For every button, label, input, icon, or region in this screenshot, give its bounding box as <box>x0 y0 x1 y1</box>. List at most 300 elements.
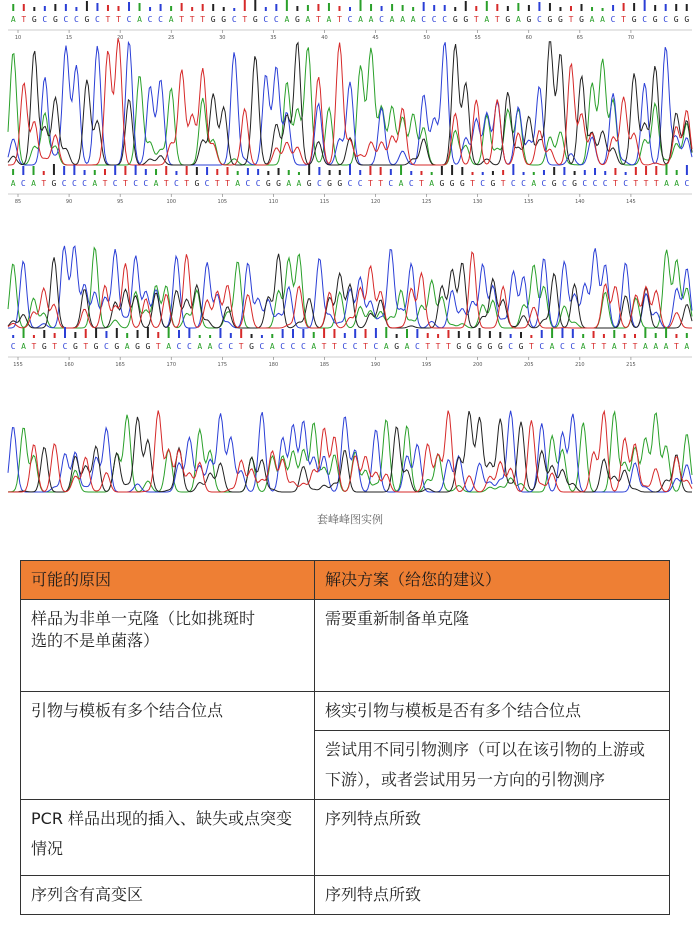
base-letter: T <box>116 15 121 24</box>
base-letter: C <box>539 342 545 351</box>
quality-bar <box>64 327 66 338</box>
quality-bar <box>612 5 614 11</box>
base-letter: C <box>176 342 182 351</box>
base-letter: C <box>521 179 526 188</box>
base-letter: T <box>105 15 111 24</box>
quality-bar <box>104 169 106 175</box>
quality-bar <box>603 334 605 338</box>
quality-bar <box>676 170 678 175</box>
quality-bar <box>634 334 636 338</box>
quality-bar <box>233 8 235 11</box>
base-letter: G <box>135 342 140 351</box>
ruler-label: 25 <box>168 35 175 41</box>
base-letter: T <box>621 15 627 24</box>
cause-cell: 引物与模板有多个结合位点 <box>21 692 315 800</box>
quality-bar <box>257 169 259 175</box>
quality-bar <box>582 334 584 338</box>
base-letter: G <box>551 179 557 188</box>
base-letter: T <box>52 342 58 351</box>
base-letter: G <box>547 15 553 24</box>
base-letter: C <box>352 342 358 351</box>
quality-bar <box>54 4 56 11</box>
base-letter: G <box>490 179 496 188</box>
base-letter: A <box>207 342 213 351</box>
quality-bar <box>157 332 159 338</box>
quality-bar <box>53 164 55 175</box>
quality-bar <box>33 335 35 338</box>
base-letter: A <box>611 342 617 351</box>
base-letter: C <box>541 179 547 188</box>
quality-bar <box>499 332 501 338</box>
ruler-label: 10 <box>14 35 22 41</box>
base-letter: T <box>155 342 161 351</box>
trace-a <box>8 47 692 165</box>
quality-bar <box>23 328 25 338</box>
quality-bar <box>686 333 688 338</box>
quality-bar <box>563 167 565 175</box>
base-letter: T <box>470 179 475 188</box>
base-letter: G <box>497 342 503 351</box>
quality-bar <box>124 166 126 175</box>
quality-bar <box>85 329 87 338</box>
base-letter: A <box>429 179 435 188</box>
base-letter: C <box>231 15 237 24</box>
base-letter: T <box>601 342 607 351</box>
table-row <box>21 600 670 692</box>
base-letter: C <box>126 15 132 24</box>
quality-bar <box>191 7 193 11</box>
quality-bar <box>623 3 625 11</box>
quality-bar <box>645 166 647 175</box>
base-letter: C <box>582 179 588 188</box>
base-letter: C <box>684 179 690 188</box>
quality-bar <box>186 166 188 175</box>
base-letter: T <box>21 15 27 24</box>
base-letter: T <box>643 179 649 188</box>
ruler-label: 60 <box>525 35 532 41</box>
ruler-label: 180 <box>268 362 279 368</box>
quality-bar <box>349 164 351 175</box>
ruler-label: 170 <box>166 362 177 368</box>
ruler-label: 105 <box>217 199 228 205</box>
base-letter: A <box>589 15 595 24</box>
ruler-label: 195 <box>421 362 432 368</box>
quality-bar <box>530 335 532 338</box>
base-letter: A <box>653 342 659 351</box>
quality-bar <box>423 2 425 11</box>
base-letter: C <box>347 15 353 24</box>
base-letter: G <box>84 15 90 24</box>
quality-bar <box>230 333 232 338</box>
base-letter: T <box>425 342 431 351</box>
quality-bar <box>223 7 225 11</box>
ruler-label: 185 <box>319 362 330 368</box>
trace-c <box>8 246 692 328</box>
table-row <box>21 876 670 915</box>
base-letter: G <box>505 15 511 24</box>
quality-bar <box>23 4 25 11</box>
base-letter: C <box>642 15 648 24</box>
base-letter: C <box>61 179 67 188</box>
base-letter: A <box>326 15 332 24</box>
ruler-label: 50 <box>423 35 430 41</box>
quality-bar <box>543 170 545 175</box>
base-letter: A <box>10 179 16 188</box>
base-letter: C <box>104 342 109 351</box>
quality-bar <box>328 3 330 11</box>
quality-bar <box>308 164 310 175</box>
base-letter: G <box>93 342 99 351</box>
base-letter: A <box>197 342 203 351</box>
quality-bar <box>437 334 439 338</box>
base-letter: A <box>549 342 555 351</box>
ruler-label: 70 <box>627 35 635 41</box>
base-letter: C <box>560 342 565 351</box>
base-letter: G <box>439 179 445 188</box>
base-letter: T <box>633 179 639 188</box>
base-letter: T <box>200 15 206 24</box>
base-letter: C <box>508 342 514 351</box>
quality-bar <box>307 5 309 11</box>
quality-bar <box>665 327 667 338</box>
base-letter: C <box>95 15 100 24</box>
quality-bar <box>523 172 525 175</box>
base-letter: T <box>622 342 628 351</box>
quality-bar <box>686 4 688 11</box>
base-letter: G <box>265 179 271 188</box>
quality-bar <box>507 6 509 11</box>
base-letter: T <box>473 15 479 24</box>
quality-bar <box>644 328 646 338</box>
base-letter: C <box>570 342 576 351</box>
quality-bar <box>219 328 221 338</box>
quality-bar <box>313 332 315 338</box>
quality-bar <box>145 169 147 175</box>
quality-bar <box>329 170 331 175</box>
quality-bar <box>496 4 498 11</box>
quality-bar <box>420 171 422 175</box>
base-letter: G <box>72 342 78 351</box>
base-letter: C <box>421 15 427 24</box>
base-letter: T <box>368 179 373 188</box>
quality-bar <box>665 4 667 11</box>
ruler-label: 65 <box>576 35 584 41</box>
quality-bar <box>181 3 183 11</box>
base-letter: T <box>31 342 37 351</box>
quality-bar <box>212 4 214 11</box>
ruler-label: 90 <box>65 199 73 205</box>
quality-bar <box>12 335 14 338</box>
base-letter: T <box>184 179 190 188</box>
quality-bar <box>549 3 551 11</box>
quality-bar <box>286 0 288 11</box>
base-letter: C <box>280 342 286 351</box>
base-letter: G <box>51 179 57 188</box>
base-letter: A <box>269 342 275 351</box>
quality-bar <box>406 329 408 338</box>
base-letter: A <box>404 342 410 351</box>
cause-text-line2-clipped: 选的不是单菌落） <box>31 631 160 650</box>
quality-bar <box>43 171 45 175</box>
quality-bar <box>344 333 346 338</box>
solution-cell: 序列特点所致 <box>315 800 670 876</box>
base-letter: T <box>225 179 230 188</box>
quality-bar <box>400 165 402 175</box>
quality-bar <box>385 327 387 338</box>
base-letter: C <box>480 179 486 188</box>
ruler-label: 140 <box>575 199 585 205</box>
base-letter: T <box>83 342 89 351</box>
quality-bar <box>370 4 372 11</box>
quality-bar <box>33 7 35 11</box>
quality-bar <box>510 334 512 338</box>
quality-bar <box>482 172 484 175</box>
base-letter: T <box>494 15 500 24</box>
base-letter: T <box>332 342 337 351</box>
base-letter: C <box>10 342 16 351</box>
quality-bar <box>475 6 477 11</box>
base-letter: G <box>558 15 563 24</box>
quality-bar <box>178 330 180 338</box>
base-letter: T <box>632 342 638 351</box>
base-letter: G <box>463 15 469 24</box>
base-letter: C <box>602 179 608 188</box>
quality-bar <box>296 6 298 11</box>
quality-bar <box>12 169 14 175</box>
base-letter: T <box>591 342 596 351</box>
base-letter: G <box>276 179 281 188</box>
quality-bar <box>95 328 97 338</box>
quality-bar <box>209 335 211 338</box>
quality-bar <box>533 172 535 175</box>
quality-bar <box>644 0 646 11</box>
header-cause: 可能的原因 <box>21 561 315 600</box>
ruler-label: 85 <box>14 199 22 205</box>
base-letter: G <box>466 342 472 351</box>
base-letter: A <box>389 15 395 24</box>
quality-bar <box>202 4 204 11</box>
base-letter: C <box>42 15 48 24</box>
quality-bar <box>472 172 474 175</box>
base-letter: G <box>194 179 200 188</box>
base-letter: C <box>133 179 139 188</box>
quality-bar <box>302 329 304 338</box>
base-letter: T <box>316 15 321 24</box>
quality-bar <box>188 328 190 338</box>
quality-bar <box>170 6 172 11</box>
base-letter: A <box>515 15 521 24</box>
cause-text-line1: 样品为非单一克隆（比如挑斑时 <box>31 609 256 628</box>
quality-bar <box>137 330 139 338</box>
base-letter: C <box>561 179 567 188</box>
quality-bar <box>447 330 449 338</box>
quality-bar <box>561 328 563 338</box>
base-letter: C <box>71 179 77 188</box>
base-letter: G <box>31 15 37 24</box>
quality-bar <box>278 168 280 175</box>
base-letter: A <box>168 15 174 24</box>
quality-bar <box>602 8 604 11</box>
quality-bar <box>625 172 627 175</box>
ruler-label: 55 <box>474 35 481 41</box>
base-letter: C <box>414 342 420 351</box>
quality-bar <box>444 5 446 11</box>
base-letter: C <box>300 342 306 351</box>
ruler-label: 115 <box>319 199 330 205</box>
base-letter: G <box>249 342 254 351</box>
solution-cell: 需要重新制备单克隆 <box>315 600 670 692</box>
base-letter: A <box>31 179 36 188</box>
base-letter: A <box>600 15 605 24</box>
quality-bar <box>581 4 583 11</box>
quality-bar <box>604 171 606 175</box>
quality-bar <box>517 3 519 11</box>
base-letter: A <box>235 179 241 188</box>
base-letter: G <box>210 15 216 24</box>
base-letter: A <box>663 342 669 351</box>
quality-bar <box>175 171 177 175</box>
quality-bar <box>559 7 561 11</box>
base-letter: T <box>363 342 368 351</box>
quality-bar <box>44 6 46 11</box>
quality-bar <box>267 171 269 175</box>
base-letter: A <box>383 342 389 351</box>
base-letter: A <box>305 15 311 24</box>
base-letter: T <box>568 15 574 24</box>
base-letter: A <box>674 179 680 188</box>
quality-bar <box>528 5 530 11</box>
quality-bar <box>512 164 514 175</box>
base-letter: G <box>41 342 47 351</box>
base-letter: G <box>652 15 658 24</box>
quality-bar <box>614 168 616 175</box>
ruler-label: 100 <box>166 199 177 205</box>
quality-bar <box>63 166 65 175</box>
base-letter: C <box>273 15 279 24</box>
base-letter: C <box>347 179 353 188</box>
base-letter: C <box>592 179 598 188</box>
quality-bar <box>114 165 116 175</box>
ruler-label: 130 <box>472 199 483 205</box>
base-letter: C <box>255 179 261 188</box>
quality-bar <box>43 330 45 338</box>
base-letter: C <box>158 15 163 24</box>
quality-bar <box>147 327 149 338</box>
quality-bar <box>155 169 157 175</box>
quality-bar <box>570 6 572 11</box>
base-letter: G <box>459 179 465 188</box>
quality-bar <box>584 170 586 175</box>
base-letter: G <box>579 15 584 24</box>
quality-bar <box>168 327 170 338</box>
base-letter: T <box>122 179 128 188</box>
quality-bar <box>465 1 467 11</box>
quality-bar <box>520 332 522 338</box>
quality-bar <box>381 6 383 11</box>
ruler-label: 120 <box>370 199 381 205</box>
base-letter: G <box>518 342 524 351</box>
base-letter: C <box>174 179 179 188</box>
base-letter: C <box>20 179 26 188</box>
base-letter: C <box>379 15 384 24</box>
quality-bar <box>226 167 228 175</box>
base-letter: C <box>388 179 394 188</box>
quality-bar <box>96 3 98 11</box>
troubleshooting-table <box>20 560 670 915</box>
ruler-label: 40 <box>321 35 328 41</box>
ruler-label: 210 <box>575 362 585 368</box>
quality-bar <box>655 166 657 175</box>
base-letter: A <box>484 15 490 24</box>
base-letter: A <box>664 179 669 188</box>
ruler-label: 35 <box>270 35 277 41</box>
quality-bar <box>247 168 249 175</box>
ruler-label: 155 <box>13 362 23 368</box>
quality-bar <box>117 6 119 11</box>
base-letter: C <box>73 15 79 24</box>
base-letter: A <box>286 179 292 188</box>
base-letter: T <box>214 179 220 188</box>
base-letter: T <box>238 342 244 351</box>
base-letter: G <box>631 15 637 24</box>
base-letter: C <box>357 179 363 188</box>
quality-bar <box>196 167 198 175</box>
base-letter: C <box>510 179 516 188</box>
quality-bar <box>292 329 294 338</box>
base-letter: T <box>41 179 47 188</box>
header-solution: 解决方案（给您的建议） <box>315 561 670 600</box>
table-header-row <box>21 561 670 600</box>
quality-bar <box>427 333 429 338</box>
quality-bar <box>12 4 14 11</box>
quality-bar <box>282 329 284 338</box>
solution-cell: 尝试用不同引物测序（可以在该引物的上游或下游），或者尝试用另一方向的引物测序 <box>315 731 670 800</box>
ruler-label: 125 <box>421 199 432 205</box>
quality-bar <box>86 1 88 11</box>
ruler-label: 45 <box>372 35 379 41</box>
base-letter: A <box>21 342 26 351</box>
base-letter: C <box>218 342 223 351</box>
quality-bar <box>359 170 361 175</box>
quality-bar <box>116 328 118 338</box>
base-letter: C <box>143 179 149 188</box>
quality-bar <box>275 4 277 11</box>
ruler-label: 175 <box>217 362 228 368</box>
base-letter: A <box>124 342 130 351</box>
base-letter: G <box>684 15 690 24</box>
quality-bar <box>553 167 555 175</box>
base-letter: T <box>102 179 108 188</box>
base-letter: A <box>410 15 416 24</box>
quality-bar <box>237 171 239 175</box>
quality-bar <box>65 4 67 11</box>
base-letter: C <box>316 179 322 188</box>
ruler-label: 15 <box>65 35 73 41</box>
base-letter: C <box>537 15 542 24</box>
base-letter: C <box>442 15 448 24</box>
base-letter: A <box>284 15 290 24</box>
quality-bar <box>451 165 453 175</box>
base-letter: A <box>368 15 374 24</box>
ruler-label: 145 <box>626 199 636 205</box>
quality-bar <box>541 330 543 338</box>
base-letter: G <box>221 15 227 24</box>
base-letter: A <box>531 179 537 188</box>
base-letter: G <box>526 15 532 24</box>
table-row <box>21 800 670 876</box>
base-letter: T <box>500 179 506 188</box>
quality-bar <box>402 5 404 11</box>
